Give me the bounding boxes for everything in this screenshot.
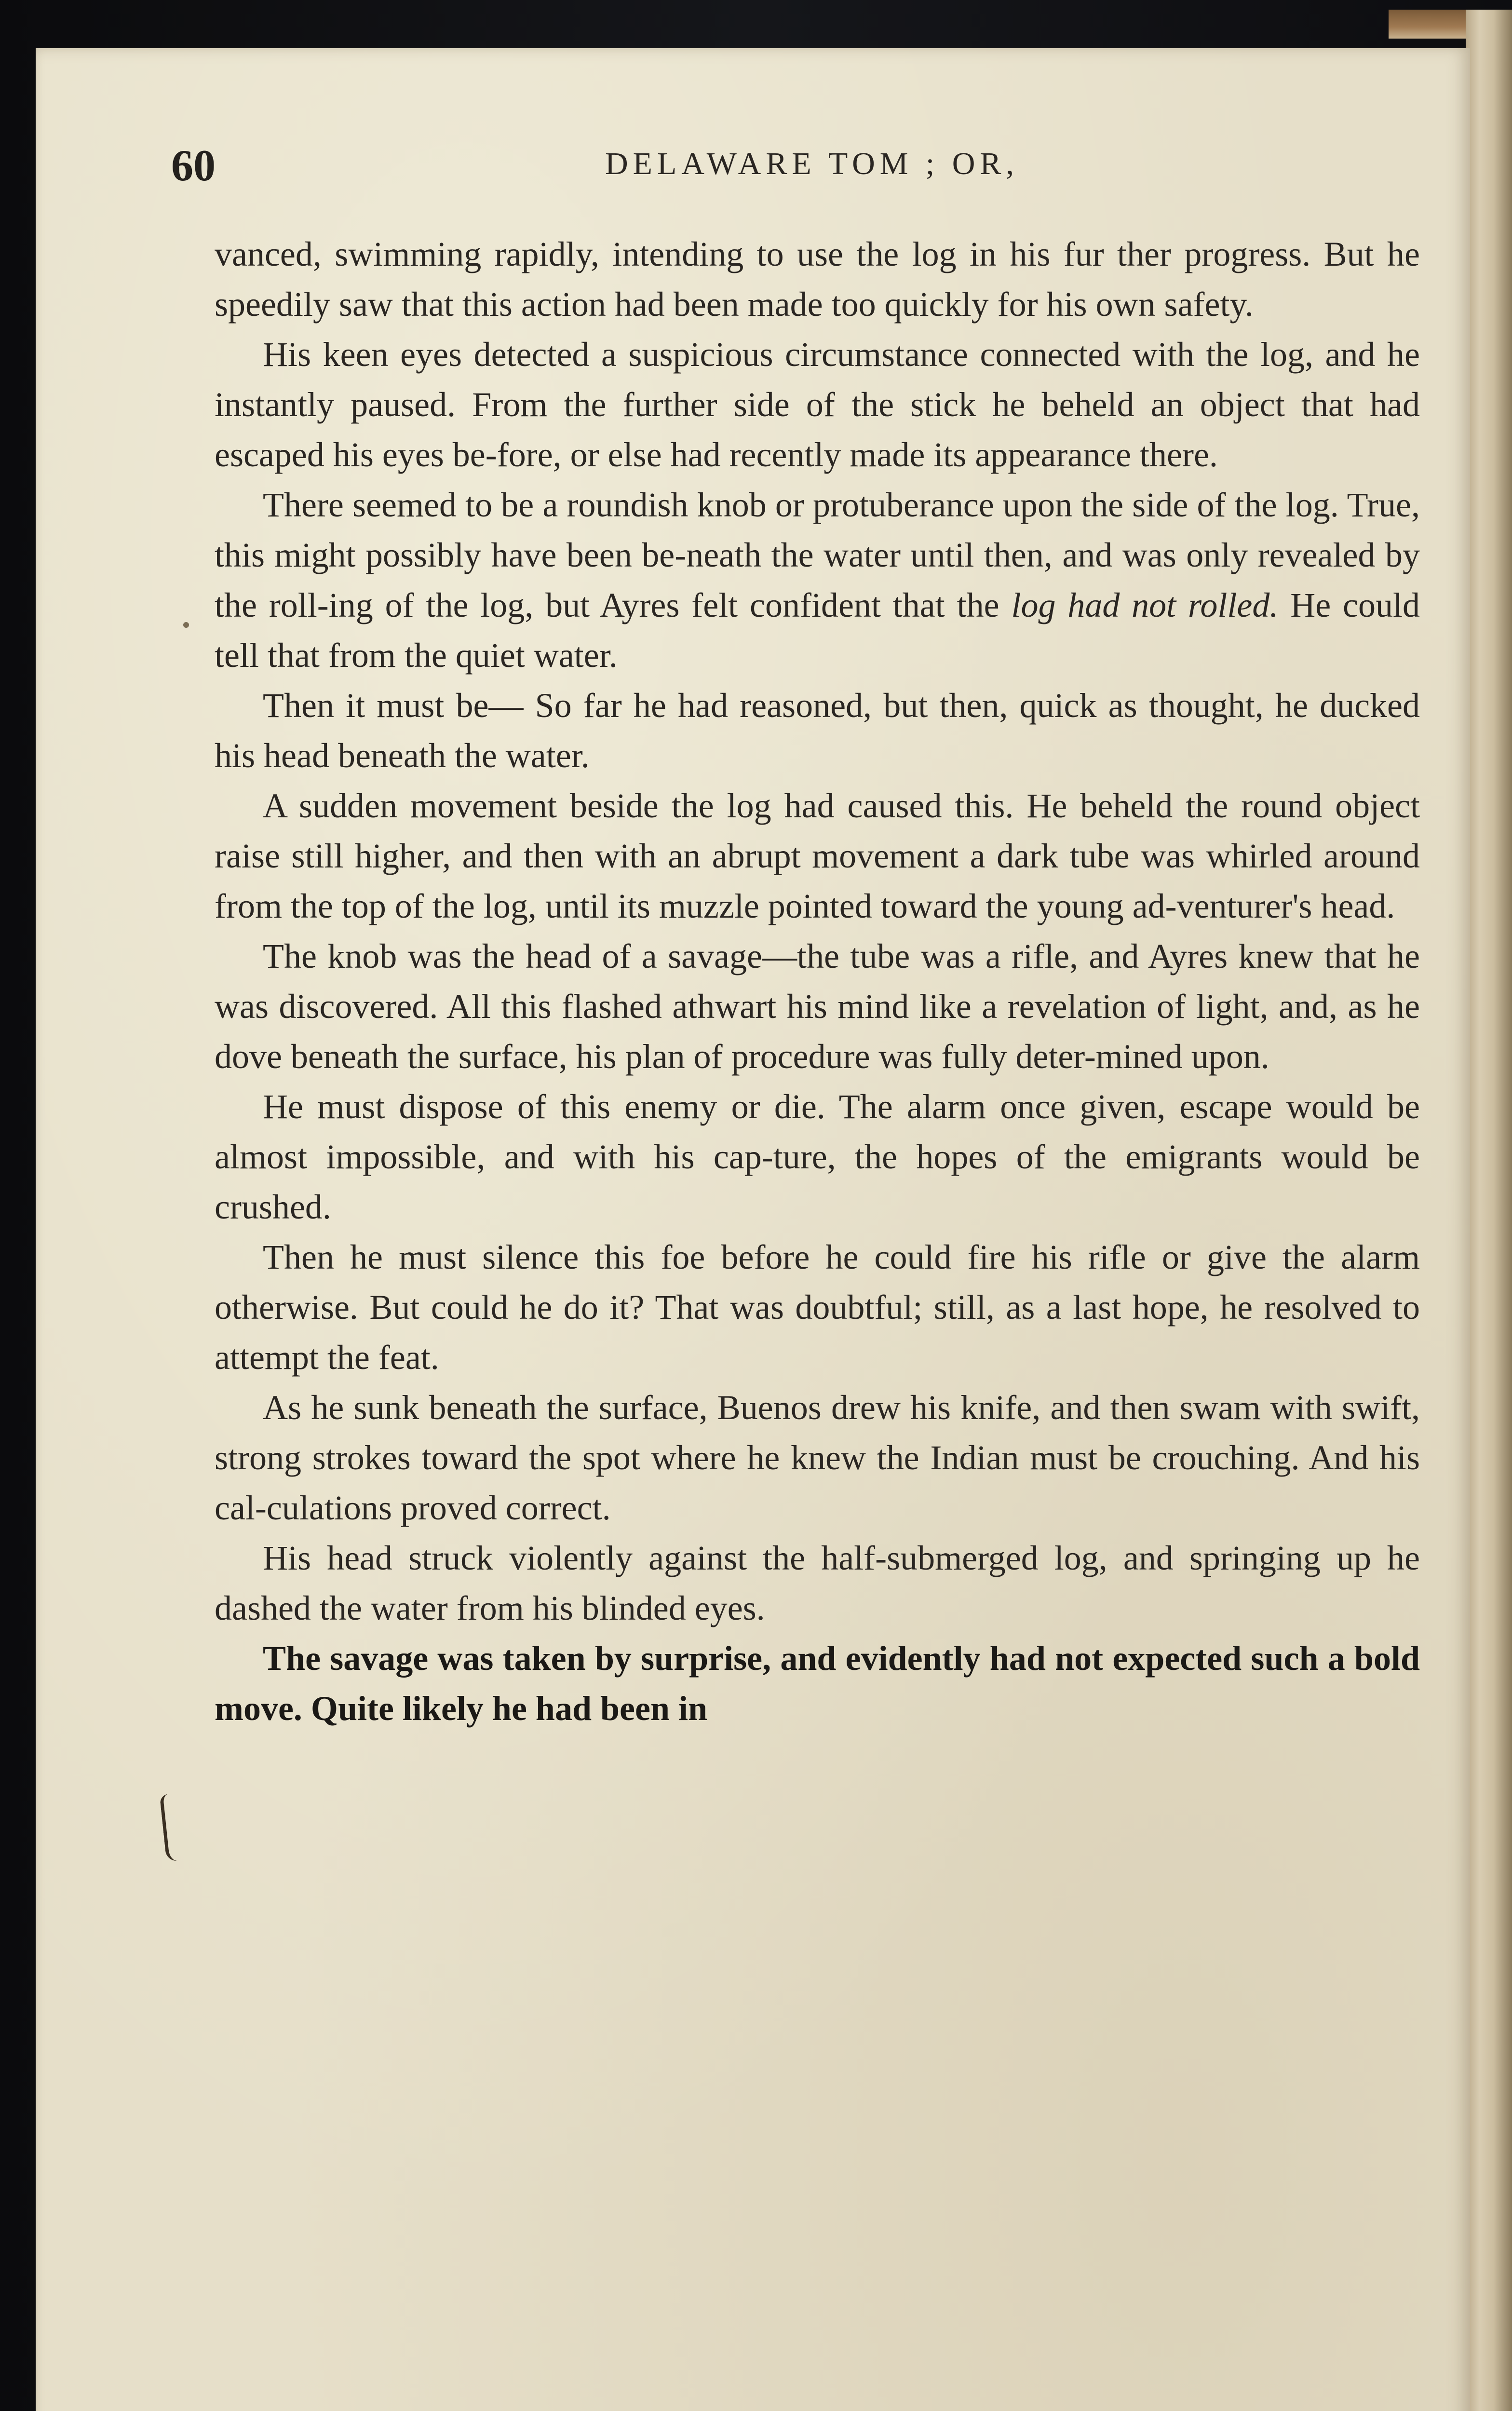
paragraph-3-italic: log had not rolled.	[1011, 586, 1279, 624]
next-page-edge	[1466, 10, 1512, 2411]
paragraph-3	[215, 480, 1420, 680]
paragraph-9: As he sunk beneath the surface, Buenos drew his knife, and then swam with swift, strong strokes toward the spot where he knew the Indian must be crouching. And his cal-culations proved correct.	[215, 1388, 1420, 1527]
paragraph-8: Then he must silence this foe before he could fire his rifle or give the alarm otherwise. But could he do it? That was doubtful; still, as a last hope, he resolved to attempt the feat.	[215, 1238, 1420, 1377]
paragraph-1: vanced, swimming rapidly, intending to use the log in his fur ther progress. But he speedily saw that this action had been made too quickly for his own safety.	[215, 235, 1420, 324]
paragraph-2: His keen eyes detected a suspicious circumstance connected with the log, and he instantly paused. From the further side of the stick he beheld an object that had escaped his eyes be-fore, or else had recently made its appearance there.	[215, 335, 1420, 474]
paragraph-10: His head struck violently against the half-submerged log, and springing up he dashed the water from his blinded eyes.	[215, 1539, 1420, 1627]
page-header	[171, 140, 1425, 198]
paragraph-3-end: He could tell that from the quiet water.	[215, 586, 1420, 675]
paragraph-11: The savage was taken by surprise, and evidently had not expected such a bold move. Quite likely he had been in	[215, 1639, 1420, 1728]
running-head: DELAWARE TOM ; OR,	[605, 146, 1019, 181]
paragraph-4: Then it must be— So far he had reasoned, but then, quick as thought, he ducked his head beneath the water.	[215, 686, 1420, 775]
margin-speck	[183, 622, 189, 628]
page-number: 60	[171, 141, 216, 190]
body-text	[215, 229, 1420, 1734]
paragraph-6: The knob was the head of a savage—the tube was a rifle, and Ayres knew that he was discovered. All this flashed athwart his mind like a revelation of light, and, as he dove beneath the surface, his plan of procedure was fully deter-mined upon.	[215, 937, 1420, 1076]
paragraph-3-text: There seemed to be a roundish knob or protuberance upon the side of the log. True, this might possibly have been be-neath the water until then, and was only revealed by the roll-ing of the log, but Ayres felt confident that the	[215, 486, 1420, 624]
paragraph-7: He must dispose of this enemy or die. The alarm once given, escape would be almost impossible, and with his cap-ture, the hopes of the emigrants would be crushed.	[215, 1087, 1420, 1226]
paragraph-5: A sudden movement beside the log had caused this. He beheld the round object raise still higher, and then with an abrupt movement a dark tube was whirled around from the top of the log, until its muzzle pointed toward the young ad-venturer's head.	[215, 786, 1420, 925]
